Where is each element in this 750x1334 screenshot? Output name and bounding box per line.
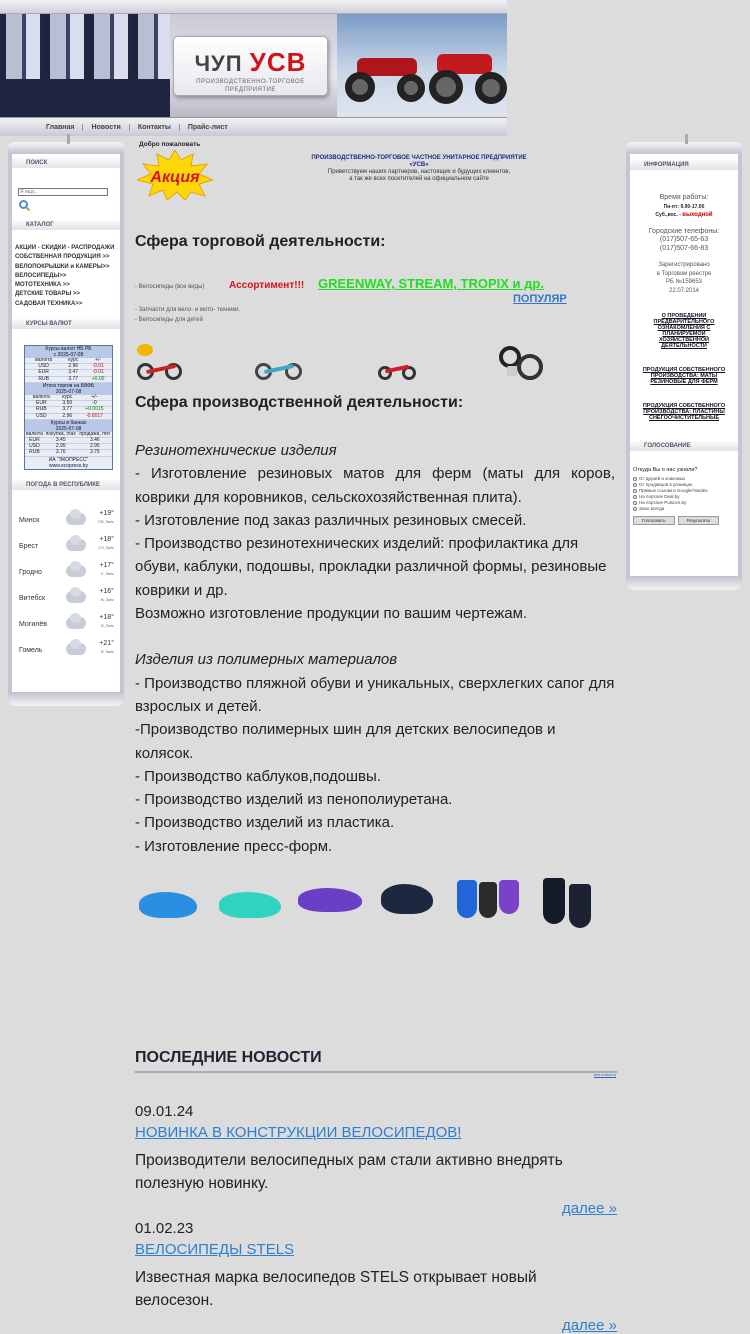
contact-info: Время работы: Пн-пт: 9.00-17.00 Суб.,вос. - выходной Городские телефоны: (017)507-65-63 (017)507-66-83 Зарегистрировано в Торговом реестре РБ №159653 22.07.2014 — [648, 194, 720, 294]
news-date: 09.01.24 — [135, 1103, 194, 1120]
svg-text:Акция: Акция — [150, 169, 200, 186]
news-item — [135, 1101, 617, 1219]
logo-prefix: ЧУП — [194, 51, 243, 76]
news-section-title: ПОСЛЕДНИЕ НОВОСТИ — [135, 1049, 617, 1073]
catalog-item-bicycles[interactable]: ВЕЛОСИПЕДЫ>> — [15, 272, 67, 279]
logo-sub1: ПРОИЗВОДСТВЕННО-ТОРГОВОЕ — [196, 79, 305, 85]
poll-title: ГОЛОСОВАНИЕ — [630, 441, 738, 451]
assortment-label: Ассортимент!!! — [229, 280, 305, 291]
trade-heading: Сфера торговой деятельности: — [135, 233, 386, 250]
news-more-link[interactable]: далее » — [561, 1200, 617, 1217]
link-planned-activity[interactable]: О ПРОВЕДЕНИИ ПРЕДВАРИТЕЛЬНОГО ОЗНАКОМЛЕНИЯ С ПЛАНИРУЕМОЙ ХОЗЯЙСТВЕННОЙ ДЕЯТЕЛЬНОСТИ — [653, 313, 715, 349]
catalog-item-own-products[interactable]: СОБСТВЕННАЯ ПРОДУКЦИЯ >> — [15, 254, 110, 261]
bikes-gallery — [135, 344, 555, 389]
link-farm-mats[interactable]: ПРОДУКЦИЯ СОБСТВЕННОГО ПРОИЗВОДСТВА: МАТЫ РЕЗИНОВЫЕ ДЛЯ ФЕРМ — [642, 367, 726, 385]
rates-table-bvfb: валюта курс +/- EUR 3.50 -0 RUB 3.77 +0.0015 USD 2.96 -0.0017 — [25, 395, 112, 420]
welcome-text: Добро пожаловать — [139, 141, 201, 148]
rates-source[interactable]: ИА "ЭКОПРЕСС" www.ecopress.by — [48, 456, 89, 469]
poll-question: Откуда Вы о нас узнали? — [633, 467, 698, 473]
rates-title: КУРСЫ ВАЛЮТ — [12, 319, 120, 329]
trade-kids: - Велосипеды для детей — [135, 317, 203, 323]
poll-option[interactable]: На портале Deal.by — [630, 494, 738, 500]
catalog-item-tires[interactable]: ВЕЛОПОКРЫШКИ и КАМЕРЫ>> — [15, 263, 110, 270]
weather-row: Могилёв +18° В, 2м/с — [19, 613, 114, 628]
sun-rain-icon — [66, 617, 86, 629]
trade-bikes-row: - Велосипеды (все виды) Ассортимент!!! GREENWAY, STREAM, TROPIX и др. ПОПУЛЯР — [135, 276, 567, 305]
right-sidebar — [626, 150, 742, 580]
info-title: ИНФОРМАЦИЯ — [630, 160, 738, 170]
slipper-image[interactable] — [219, 892, 281, 918]
sidebar-pin — [67, 134, 70, 144]
slipper-image[interactable] — [139, 892, 197, 918]
production-heading: Сфера производственной деятельности: — [135, 394, 464, 411]
logo-sub2: ПРЕДПРИЯТИЕ — [225, 87, 276, 93]
polymer-title: Изделия из полимерных материалов — [135, 651, 398, 669]
news-text: Производители велосипедных рам стали активно внедрять полезную новинку. — [135, 1152, 563, 1192]
results-button[interactable]: Результаты — [678, 516, 720, 525]
weather-title: ПОГОДА В РЕСПУБЛИКЕ — [12, 480, 120, 490]
popular-link[interactable]: ПОПУЛЯР — [513, 293, 567, 305]
production-text: Резинотехнические изделия - Изготовление резиновых матов для ферм (маты для коров, коврики для коровников, сельскохозяйственная плита). - Изготовление под заказ различных резиновых смесей. - Производство резинотехнических изделий: профилактика для обуви, каблуки, подошвы, прокладки различной формы, резиновые коврики и др. Возможно изготовление продукции по вашим чертежам. Изделия из полимерных материалов - Производство пляжной обуви и уникальных, сверхлегких сапог для взрослых и детей. -Производство полимерных шин для детских велосипедов и колясок. - Производство каблуков,подошвы. - Производство изделий из пенополиуретана. - Производство изделий из пластика. - Изготовление пресс-форм. — [135, 439, 615, 858]
rates-header-banks: Курсы в банках 2025-07-08 — [25, 420, 112, 432]
news-title-link[interactable]: НОВИНКА В КОНСТРУКЦИИ ВЕЛОСИПЕДОВ! — [135, 1124, 462, 1141]
catalog-item-sales[interactable]: АКЦИИ - СКИДКИ - РАСПРОДАЖИ — [15, 245, 115, 251]
nav-price-list[interactable]: Прайс-лист — [179, 124, 236, 131]
news-more-link[interactable]: далее » — [561, 1317, 617, 1334]
trade-parts: - Запчасти для вело- и мото- техники. — [135, 307, 241, 313]
bike-parts-image[interactable] — [497, 344, 545, 382]
sidebar-pin — [685, 134, 688, 144]
weather-row: Витебск +16° В, 2м/с — [19, 587, 114, 602]
cloudy-icon — [66, 513, 86, 525]
boot-image[interactable] — [569, 884, 591, 928]
main-nav — [0, 117, 507, 136]
fog-icon — [66, 643, 86, 655]
all-news-link[interactable]: все новости — [593, 1072, 616, 1077]
promo-badge[interactable] — [137, 150, 213, 200]
factory-machines-image — [0, 14, 170, 117]
news-date: 01.02.23 — [135, 1220, 194, 1237]
boot-image[interactable] — [499, 880, 519, 914]
search-input[interactable] — [18, 188, 108, 196]
search-icon[interactable] — [19, 200, 28, 209]
poll-option[interactable]: На портале Pulscen.by — [630, 500, 738, 506]
vote-button[interactable]: Голосовать — [633, 516, 675, 525]
boot-image[interactable] — [543, 878, 565, 924]
poll-option[interactable]: От продавцов в розницах — [630, 482, 738, 488]
rates-header-bvfb: Итоги торгов на БВФБ 2025-07-08 — [25, 383, 112, 395]
motorcycles-image — [337, 14, 507, 117]
weather-row: Минск +19° СВ, 3м/с — [19, 509, 114, 524]
currency-rates-widget — [24, 345, 113, 469]
catalog-list — [12, 244, 120, 309]
catalog-item-moto[interactable]: МОТОТЕХНИКА >> — [15, 282, 70, 289]
catalog-item-garden[interactable]: САДОВАЯ ТЕХНИКА>> — [15, 300, 83, 307]
news-title-link[interactable]: ВЕЛОСИПЕДЫ STELS — [135, 1241, 295, 1258]
weather-row: Гродно +17° С, 3м/с — [19, 561, 114, 576]
company-logo[interactable] — [173, 36, 328, 96]
bike-image[interactable] — [378, 344, 428, 382]
company-intro: ПРОИЗВОДСТВЕННО-ТОРГОВОЕ ЧАСТНОЕ УНИТАРНОЕ ПРЕДПРИЯТИЕ «УСВ» Приветствуем наших партнеров, настоящих и будущих клиентов, а так же всех посетителей на официальном сайте — [311, 155, 527, 182]
rubber-title: Резинотехнические изделия — [135, 442, 337, 459]
poll-option[interactable]: Знал всегда — [630, 506, 738, 512]
rates-table-nb: валюта курс +/- USD 2.96 -0.01 EUR 3.47 -0.01 RUB 3.77 +0.00 — [25, 358, 112, 383]
weather-row: Брест +18° СЗ, 2м/с — [19, 535, 114, 550]
nav-contacts[interactable]: Контакты — [129, 124, 179, 131]
bike-image[interactable] — [137, 344, 187, 382]
cloudy-icon — [66, 591, 86, 603]
poll-option[interactable]: Прямые ссылки в Google/Yandex — [630, 488, 738, 494]
rain-icon — [66, 539, 86, 551]
brands-link[interactable]: GREENWAY, STREAM, TROPIX и др. — [318, 276, 544, 291]
catalog-item-kids[interactable]: ДЕТСКИЕ ТОВАРЫ >> — [15, 291, 81, 298]
header-top-strip — [0, 0, 507, 14]
rates-header-nb: Курсы валют НБ РБ с 2025-07-08 — [25, 346, 112, 358]
nav-home[interactable]: Главная — [46, 123, 75, 131]
left-sidebar — [8, 150, 124, 696]
logo-main: УСВ — [249, 47, 307, 77]
nav-news[interactable]: Новости — [82, 124, 128, 131]
slipper-image[interactable] — [298, 888, 362, 912]
sandal-image[interactable] — [381, 884, 433, 914]
search-title: ПОИСК — [12, 158, 120, 168]
boot-image[interactable] — [457, 880, 477, 918]
bike-image[interactable] — [255, 344, 305, 382]
news-item — [135, 1218, 617, 1334]
link-snow-plates[interactable]: ПРОДУКЦИЯ СОБСТВЕННОГО ПРОИЗВОДСТВА: ПЛАСТИНЫ СНЕГООЧИСТИТЕЛЬНЫЕ — [642, 403, 726, 421]
news-text: Известная марка велосипедов STELS открывает новый велосезон. — [135, 1269, 537, 1309]
footwear-gallery — [135, 878, 615, 938]
weather-list — [12, 508, 120, 664]
poll-option[interactable]: От друзей и знакомых — [630, 476, 738, 482]
boot-image[interactable] — [479, 882, 497, 918]
site-header — [0, 0, 507, 136]
rates-table-banks: валюта покупка, max продажа, min EUR 3.45 3.46 USD 2.95 2.95 RUB 3.76 3.76 — [25, 430, 111, 456]
night-cloudy-icon — [66, 565, 86, 577]
weather-row: Гомель +21° В, 3м/с — [19, 639, 114, 654]
catalog-title: КАТАЛОГ — [12, 220, 120, 230]
